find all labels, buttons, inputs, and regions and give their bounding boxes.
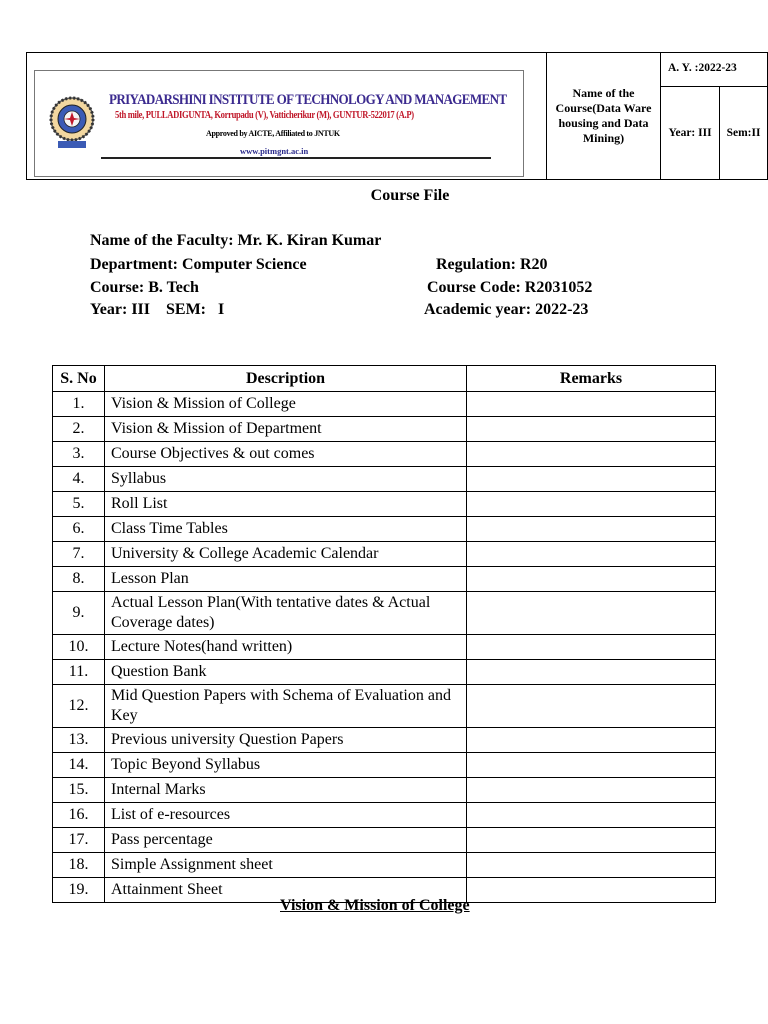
table-row [53,567,716,592]
column-header-description: Description [105,366,467,392]
table-row [53,635,716,660]
row-number: 10. [53,635,105,660]
row-remarks [467,542,716,567]
row-description: Vision & Mission of Department [105,417,467,442]
regulation: Regulation: R20 [436,256,548,273]
page-title: Course File [370,187,450,204]
row-description: Question Bank [105,660,467,685]
institute-emblem-icon [49,93,95,151]
table-row [53,828,716,853]
institute-banner [34,70,524,177]
table-row [53,492,716,517]
row-number: 7. [53,542,105,567]
row-description: Lecture Notes(hand written) [105,635,467,660]
row-number: 2. [53,417,105,442]
row-number: 1. [53,392,105,417]
row-number: 5. [53,492,105,517]
row-number: 14. [53,753,105,778]
column-header-sno: S. No [53,366,105,392]
column-header-remarks: Remarks [467,366,716,392]
row-remarks [467,878,716,903]
table-row [53,442,716,467]
table-row [53,853,716,878]
course-file-checklist-table [52,365,716,903]
row-number: 16. [53,803,105,828]
row-description: Mid Question Papers with Schema of Evaluation and Key [105,685,467,728]
row-number: 9. [53,592,105,635]
row-description: Internal Marks [105,778,467,803]
row-number: 6. [53,517,105,542]
year-semester: Year: III SEM: I [90,301,225,318]
row-description: Lesson Plan [105,567,467,592]
table-row [53,660,716,685]
row-description: Topic Beyond Syllabus [105,753,467,778]
row-number: 13. [53,728,105,753]
row-description: List of e-resources [105,803,467,828]
row-description: Vision & Mission of College [105,392,467,417]
row-description: Actual Lesson Plan(With tentative dates & Actual Coverage dates) [105,592,467,635]
table-row [53,753,716,778]
row-remarks [467,685,716,728]
table-row [53,803,716,828]
row-remarks [467,635,716,660]
table-row [53,778,716,803]
row-remarks [467,417,716,442]
table-header-row [53,366,716,392]
course-name-cell: Name of the Course(Data Ware housing and Data Mining) [547,53,661,179]
row-number: 3. [53,442,105,467]
table-row [53,417,716,442]
row-remarks [467,467,716,492]
institute-website: www.pitmgnt.ac.in [240,146,309,156]
row-remarks [467,853,716,878]
course: Course: B. Tech [90,279,199,296]
table-row [53,592,716,635]
section-heading: Vision & Mission of College [280,897,470,914]
row-remarks [467,803,716,828]
row-description: Class Time Tables [105,517,467,542]
row-remarks [467,442,716,467]
row-number: 12. [53,685,105,728]
row-description: University & College Academic Calendar [105,542,467,567]
year-cell: Year: III [661,87,720,179]
row-remarks [467,592,716,635]
row-remarks [467,660,716,685]
row-description: Pass percentage [105,828,467,853]
row-remarks [467,828,716,853]
row-description: Syllabus [105,467,467,492]
institute-address: 5th mile, PULLADIGUNTA, Korrupadu (V), Vatticherikur (M), GUNTUR-522017 (A.P) [115,110,414,121]
row-description: Course Objectives & out comes [105,442,467,467]
institute-logo-cell [27,53,547,179]
institute-name: PRIYADARSHINI INSTITUTE OF TECHNOLOGY AND MANAGEMENT [109,92,507,108]
row-number: 4. [53,467,105,492]
row-number: 19. [53,878,105,903]
table-row [53,467,716,492]
row-description: Previous university Question Papers [105,728,467,753]
row-remarks [467,517,716,542]
row-remarks [467,778,716,803]
semester-cell: Sem:II [726,127,761,139]
row-remarks [467,392,716,417]
faculty-name: Name of the Faculty: Mr. K. Kiran Kumar [90,232,382,249]
banner-divider [101,157,491,159]
course-code: Course Code: R2031052 [427,279,593,296]
row-remarks [467,492,716,517]
row-number: 11. [53,660,105,685]
institute-approval: Approved by AICTE, Affiliated to JNTUK [206,129,340,138]
row-description: Attainment Sheet [105,878,467,903]
department: Department: Computer Science [90,256,307,273]
document-header [26,52,768,180]
row-description: Roll List [105,492,467,517]
table-row [53,517,716,542]
row-number: 18. [53,853,105,878]
table-row [53,685,716,728]
row-remarks [467,728,716,753]
academic-year: Academic year: 2022-23 [424,301,589,318]
academic-year-cell: A. Y. :2022-23 [661,53,767,87]
row-number: 8. [53,567,105,592]
table-row [53,392,716,417]
row-description: Simple Assignment sheet [105,853,467,878]
row-number: 17. [53,828,105,853]
table-row [53,728,716,753]
row-remarks [467,753,716,778]
row-remarks [467,567,716,592]
row-number: 15. [53,778,105,803]
table-row [53,542,716,567]
